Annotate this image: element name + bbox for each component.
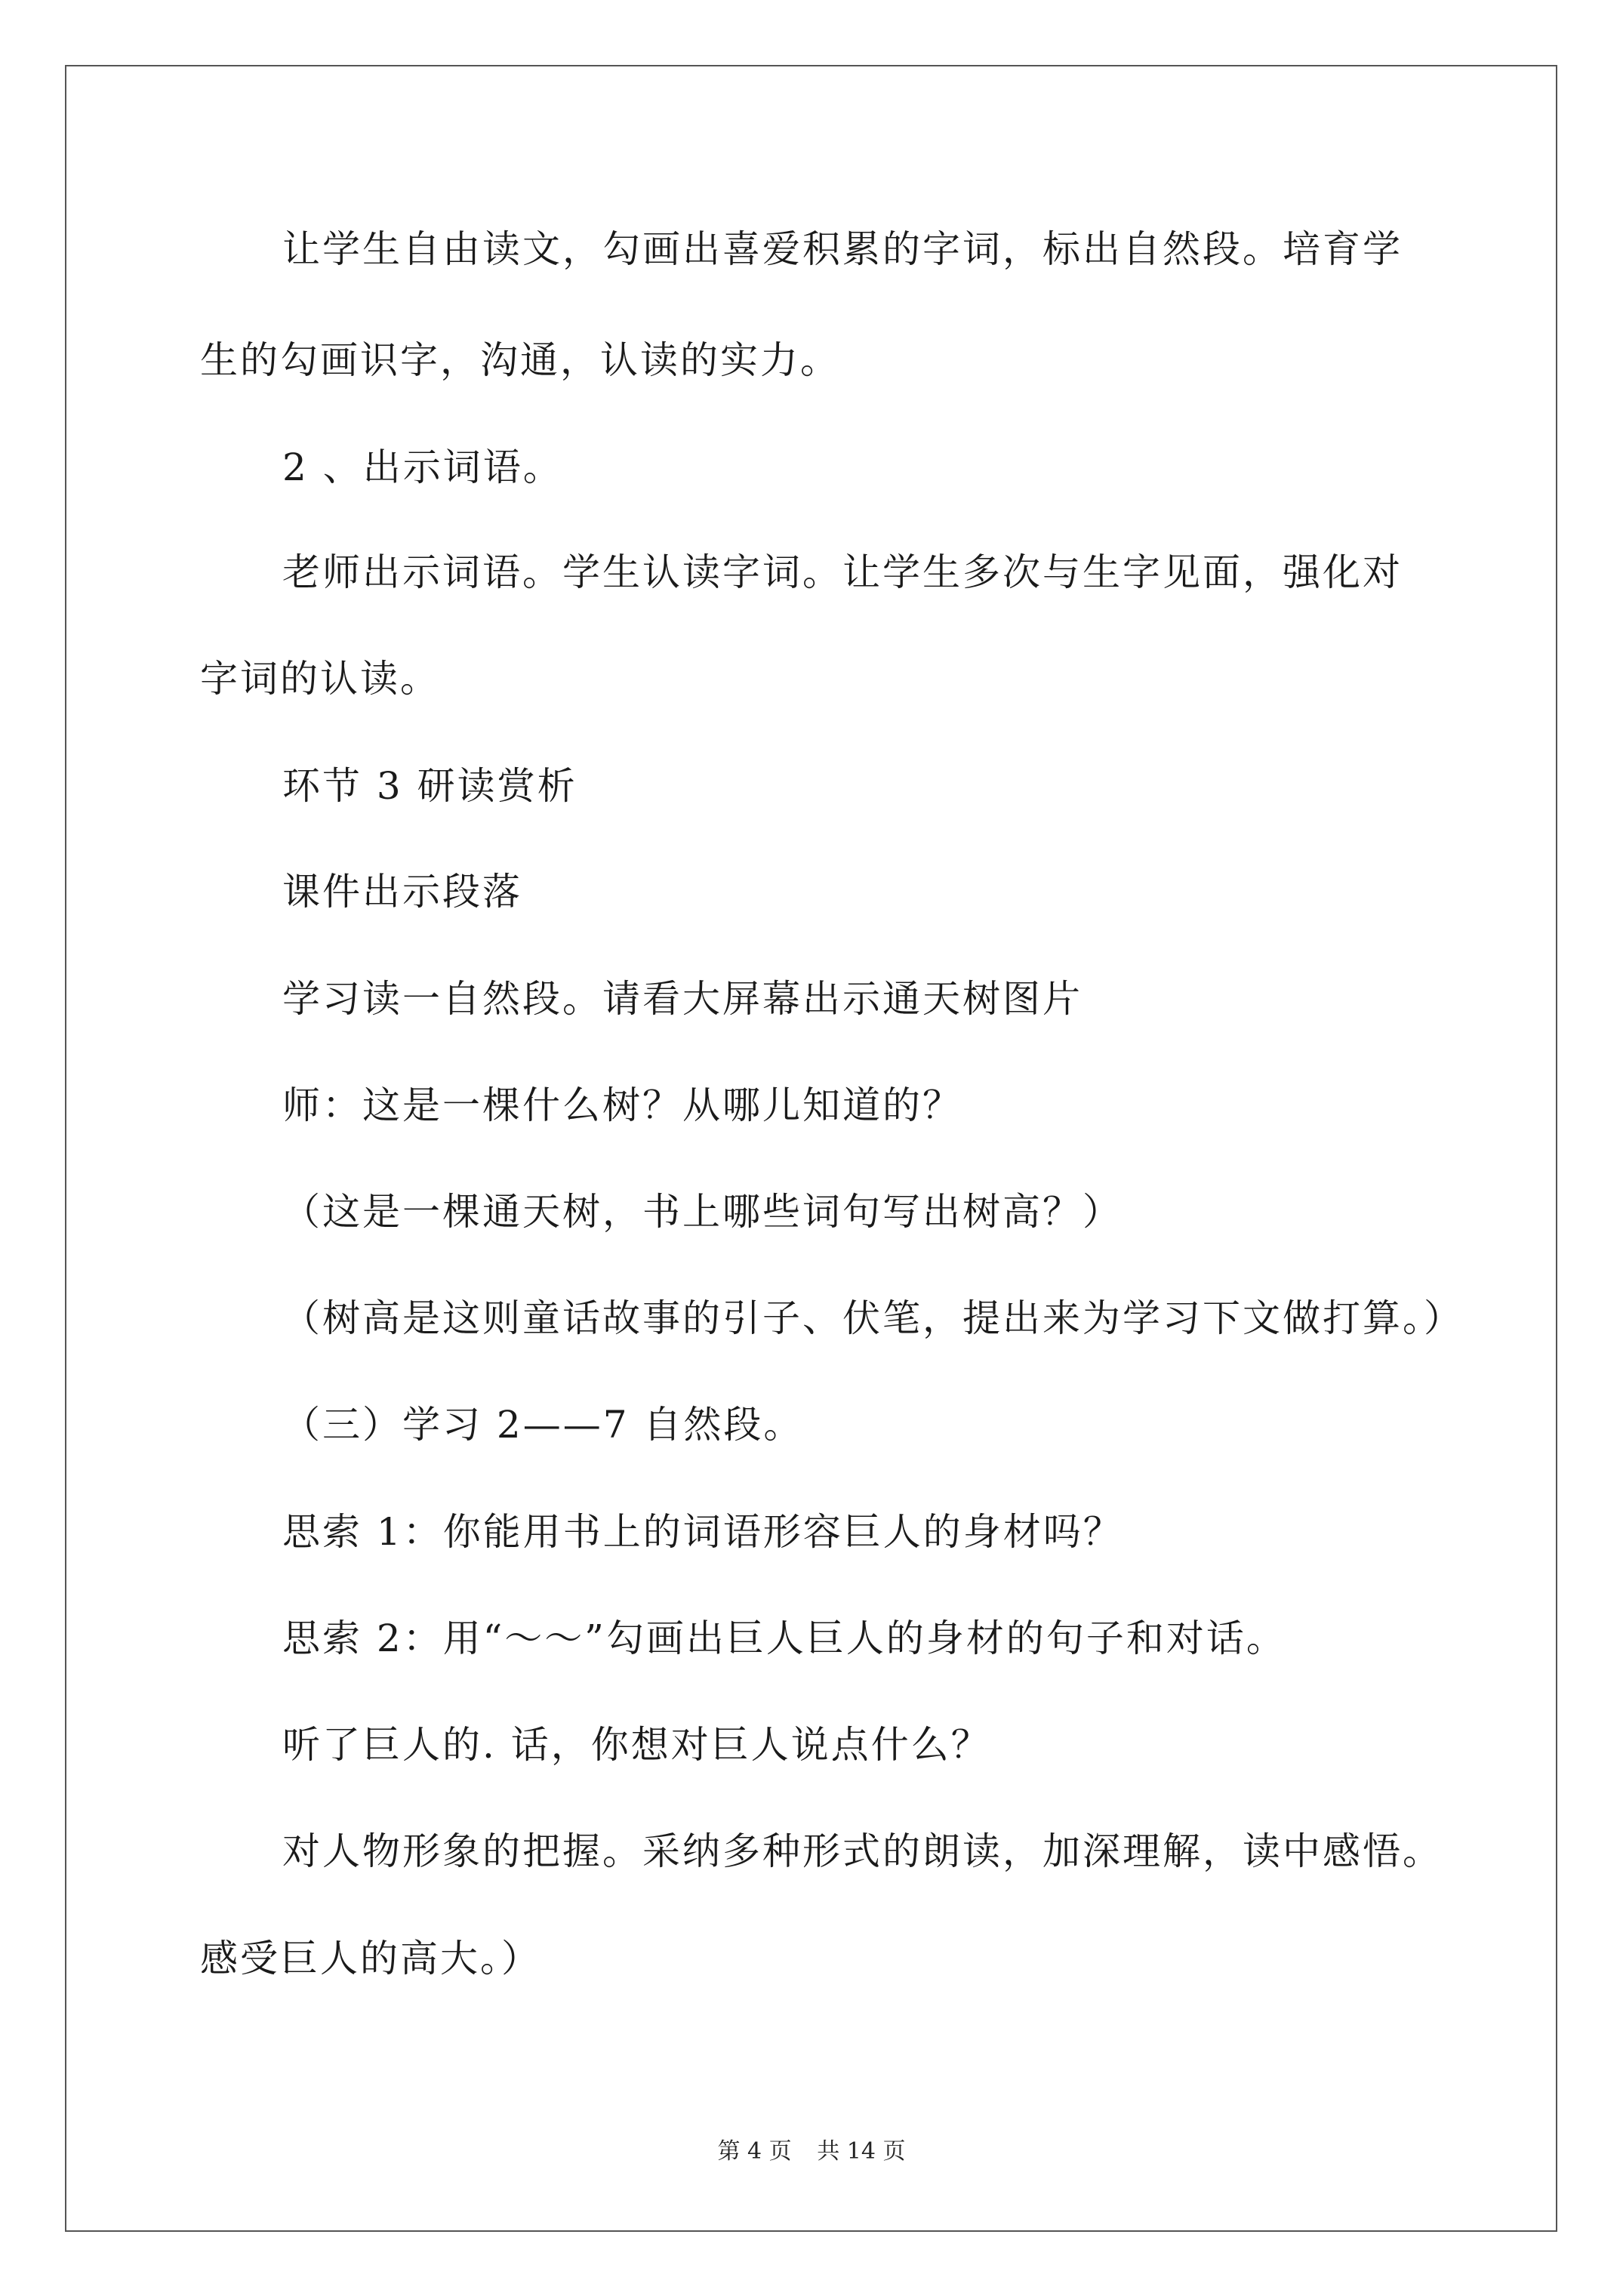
paragraph-line: 思索 1：你能用书上的词语形容巨人的身材吗？	[282, 1510, 1123, 1554]
paragraph-line: （三）学习 2——7 自然段。	[282, 1403, 804, 1447]
page-number: 第 4 页	[717, 2138, 792, 2165]
paragraph-line: （树高是这则童话故事的引子、伏笔，提出来为学习下文做打算。）	[282, 1296, 1464, 1340]
paragraph-line: 生的勾画识字，沟通，认读的实力。	[200, 338, 840, 382]
paragraph-line: 对人物形象的把握。采纳多种形式的朗读，加深理解，读中感悟。	[282, 1829, 1443, 1873]
paragraph-line: 听了巨人的. 话，你想对巨人说点什么？	[282, 1723, 991, 1767]
paragraph-line: （这是一棵通天树，书上哪些词句写出树高？）	[282, 1190, 1123, 1234]
paragraph-line: 课件出示段落	[282, 870, 522, 914]
paragraph-line: 感受巨人的高大。）	[200, 1937, 541, 1980]
paragraph-line: 字词的认读。	[200, 657, 440, 701]
paragraph-line: 学习读一自然段。请看大屏幕出示通天树图片	[282, 977, 1083, 1021]
paragraph-line: 思索 2：用“～～”勾画出巨人巨人的身材的句子和对话。	[282, 1616, 1286, 1660]
paragraph-line: 老师出示词语。学生认读字词。让学生多次与生字见面，强化对	[282, 550, 1403, 594]
section-heading: 环节 3 研读赏析	[282, 764, 577, 808]
page-footer	[0, 2137, 1623, 2167]
paragraph-line: 师：这是一棵什么树？从哪儿知道的？	[282, 1083, 962, 1127]
page-total: 共 14 页	[817, 2138, 906, 2165]
paragraph-line: 让学生自由读文，勾画出喜爱积累的字词，标出自然段。培育学	[282, 227, 1403, 271]
paragraph-line: 2 、出示词语。	[282, 445, 563, 489]
